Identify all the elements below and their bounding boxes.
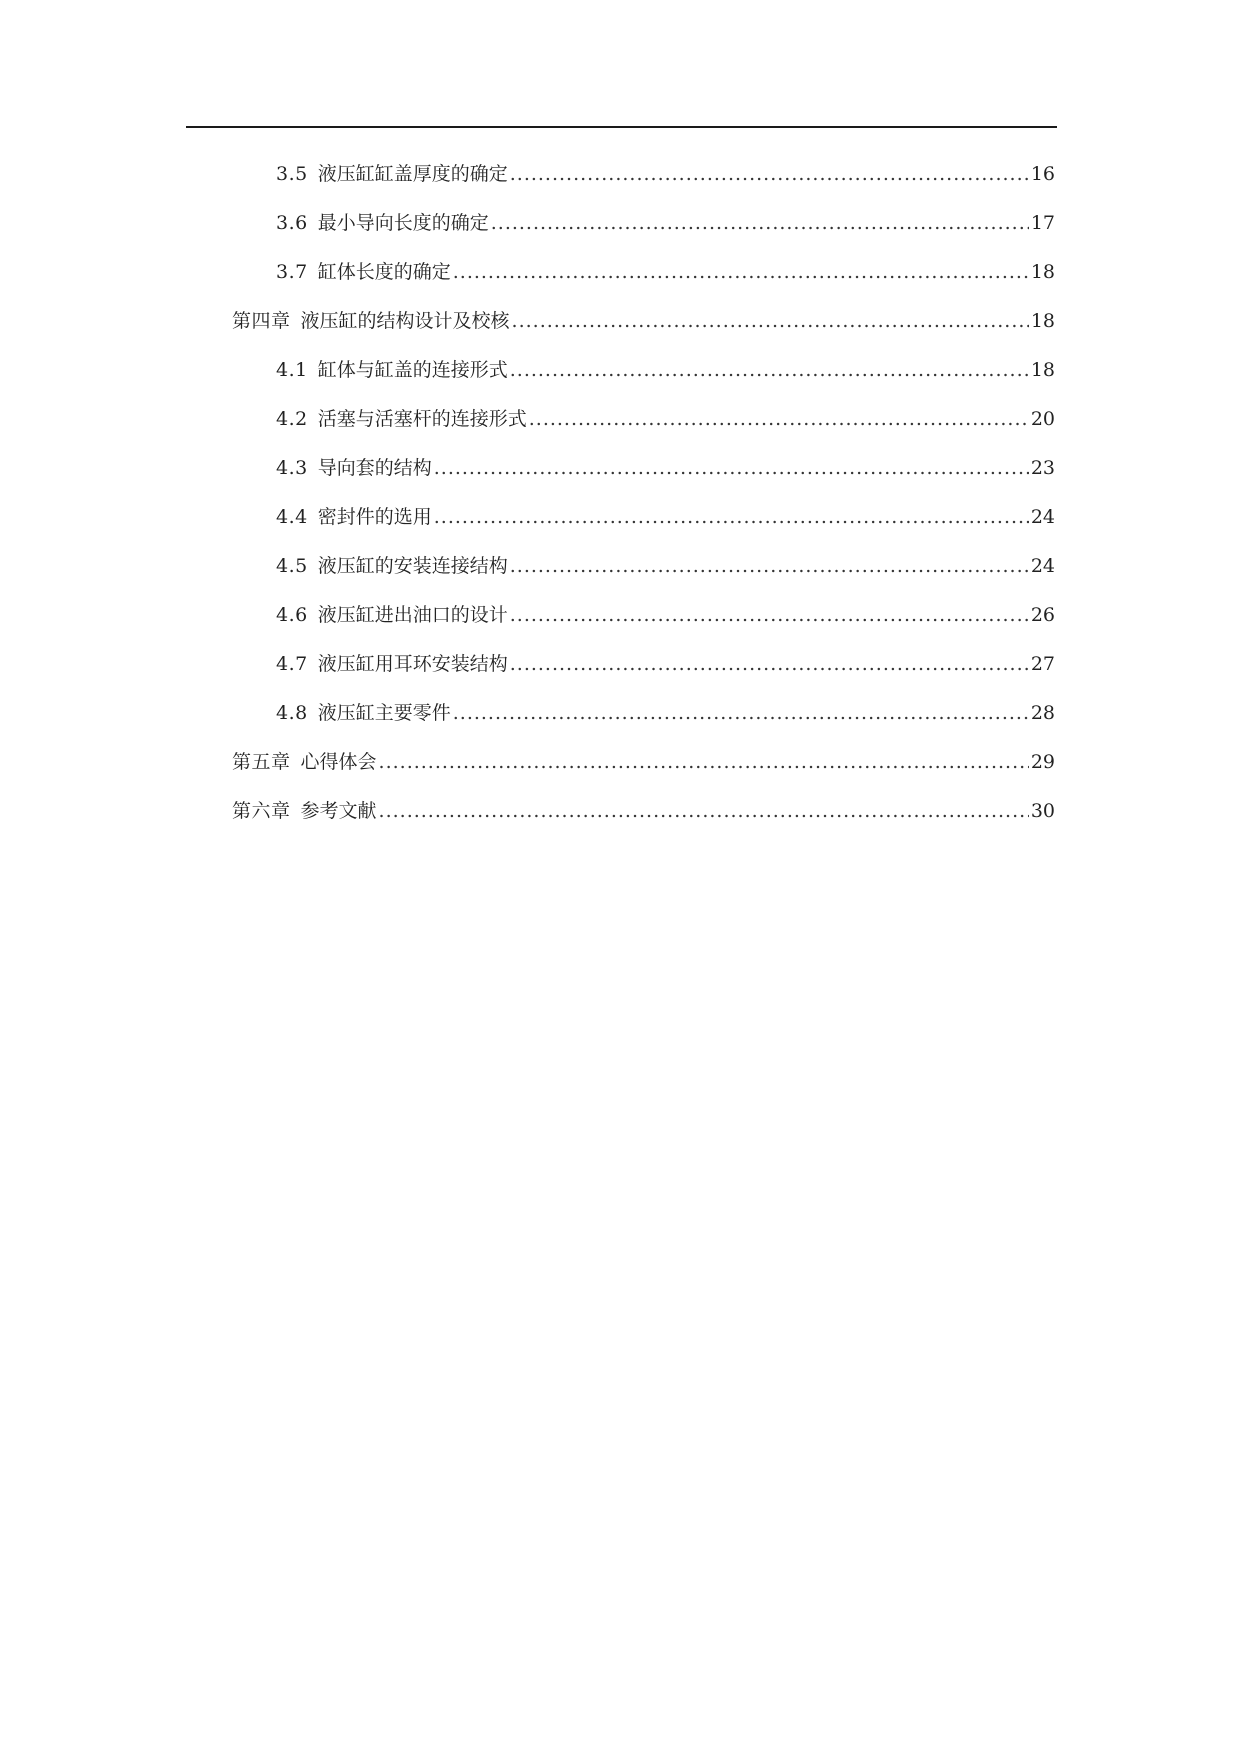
toc-entry-page: 18 xyxy=(1030,310,1055,332)
toc-entry-title: 液压缸进出油口的设计 xyxy=(317,604,508,626)
toc-entry-number: 3.5 xyxy=(276,163,308,185)
toc-dot-leader xyxy=(491,207,1029,239)
toc-entry-title: 密封件的选用 xyxy=(317,506,432,528)
toc-entry-page: 29 xyxy=(1030,751,1055,773)
toc-entry-number: 4.2 xyxy=(276,408,308,430)
toc-entry-title: 液压缸主要零件 xyxy=(317,702,451,724)
toc-entry-page: 16 xyxy=(1030,163,1055,185)
toc-dot-leader xyxy=(529,403,1029,435)
toc-entry-number: 4.8 xyxy=(276,702,308,724)
toc-entry xyxy=(276,501,1055,533)
toc-entry-title: 最小导向长度的确定 xyxy=(317,212,489,234)
toc-entry xyxy=(276,403,1055,435)
toc-entry-number: 4.4 xyxy=(276,506,308,528)
toc-entry-title: 缸体长度的确定 xyxy=(317,261,451,283)
toc-entry-page: 26 xyxy=(1030,604,1055,626)
toc-entry xyxy=(276,599,1055,631)
toc-entry-page: 17 xyxy=(1030,212,1055,234)
toc-entry-page: 24 xyxy=(1030,555,1055,577)
toc-entry xyxy=(232,746,1055,778)
toc-entry xyxy=(276,207,1055,239)
toc-entry-title: 参考文献 xyxy=(300,800,377,822)
toc-dot-leader xyxy=(512,305,1029,337)
toc-dot-leader xyxy=(510,354,1029,386)
toc-entry-number: 4.7 xyxy=(276,653,308,675)
toc-entry-title: 导向套的结构 xyxy=(317,457,432,479)
toc-entry-number: 4.3 xyxy=(276,457,308,479)
toc-entry-title: 液压缸的安装连接结构 xyxy=(317,555,508,577)
toc-entry-page: 18 xyxy=(1030,261,1055,283)
toc-entry-number: 第四章 xyxy=(232,310,291,332)
toc-dot-leader xyxy=(453,256,1029,288)
toc-entry-page: 20 xyxy=(1030,408,1055,430)
toc-dot-leader xyxy=(379,746,1029,778)
toc-entry-number: 第六章 xyxy=(232,800,291,822)
toc-entry-title: 液压缸的结构设计及校核 xyxy=(300,310,510,332)
toc-entry-number: 4.6 xyxy=(276,604,308,626)
toc-entry-title: 活塞与活塞杆的连接形式 xyxy=(317,408,527,430)
toc-entry-page: 27 xyxy=(1030,653,1055,675)
toc-entry xyxy=(276,550,1055,582)
toc-entry-page: 30 xyxy=(1030,800,1055,822)
toc-entry xyxy=(276,648,1055,680)
toc-entry-number: 4.5 xyxy=(276,555,308,577)
toc-entry xyxy=(276,697,1055,729)
toc-entry-title: 心得体会 xyxy=(300,751,377,773)
toc-dot-leader xyxy=(510,550,1029,582)
toc-entry-number: 3.6 xyxy=(276,212,308,234)
toc-entry xyxy=(232,795,1055,827)
toc-entry-page: 24 xyxy=(1030,506,1055,528)
toc-entry-page: 23 xyxy=(1030,457,1055,479)
toc-dot-leader xyxy=(434,501,1029,533)
toc-entry-title: 液压缸用耳环安装结构 xyxy=(317,653,508,675)
toc-entry-title: 液压缸缸盖厚度的确定 xyxy=(317,163,508,185)
toc-entry-page: 18 xyxy=(1030,359,1055,381)
toc-entry-page: 28 xyxy=(1030,702,1055,724)
toc-entry xyxy=(232,305,1055,337)
toc-entry xyxy=(276,354,1055,386)
toc-entry xyxy=(276,452,1055,484)
toc-dot-leader xyxy=(510,599,1029,631)
toc-dot-leader xyxy=(510,158,1029,190)
toc-entry-title: 缸体与缸盖的连接形式 xyxy=(317,359,508,381)
toc-entry xyxy=(276,158,1055,190)
toc-entry xyxy=(276,256,1055,288)
toc-dot-leader xyxy=(510,648,1029,680)
header-rule xyxy=(186,126,1057,128)
toc-dot-leader xyxy=(453,697,1029,729)
toc-entry-number: 4.1 xyxy=(276,359,308,381)
toc-entry-number: 第五章 xyxy=(232,751,291,773)
toc-dot-leader xyxy=(379,795,1029,827)
toc-dot-leader xyxy=(434,452,1029,484)
toc-entry-number: 3.7 xyxy=(276,261,308,283)
